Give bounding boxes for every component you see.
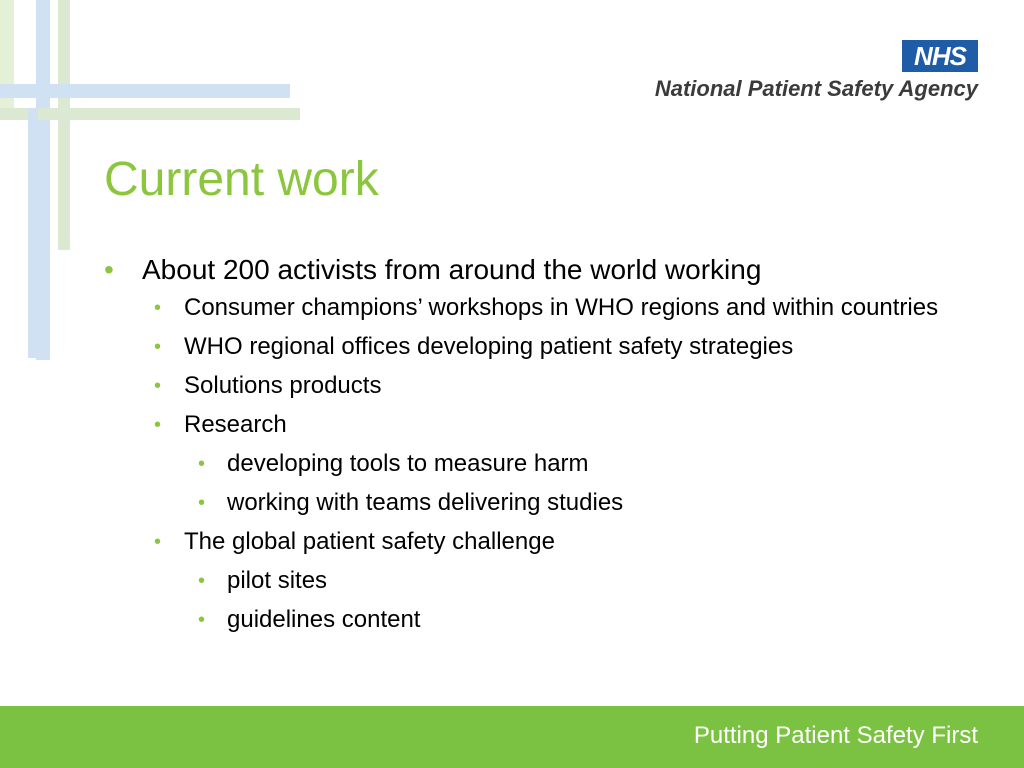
- bullet-item: [104, 565, 964, 597]
- bullet-text: Research: [184, 411, 287, 438]
- nhs-logo: [902, 40, 978, 72]
- bullet-dot-icon: •: [198, 609, 206, 631]
- bullet-text: About 200 activists from around the world working: [142, 254, 762, 285]
- decorative-bar: [0, 0, 14, 120]
- decorative-bar: [28, 108, 38, 358]
- bullet-text: developing tools to measure harm: [227, 450, 589, 477]
- decorative-bar: [36, 0, 50, 360]
- decorative-bar: [0, 84, 290, 98]
- bullet-item: [104, 370, 964, 402]
- bullet-dot-icon: •: [154, 375, 162, 397]
- bullet-dot-icon: •: [104, 254, 114, 285]
- footer-bar: [0, 706, 1024, 768]
- bullet-item: [104, 604, 964, 636]
- bullet-dot-icon: •: [198, 570, 206, 592]
- bullet-dot-icon: •: [154, 336, 162, 358]
- bullet-item: [104, 292, 964, 324]
- bullet-list: [104, 248, 964, 643]
- bullet-text: guidelines content: [227, 606, 421, 633]
- nhs-logo-text: NHS: [914, 41, 966, 71]
- decorative-bar: [58, 0, 70, 250]
- bullet-text: pilot sites: [227, 567, 328, 594]
- bullet-dot-icon: •: [198, 453, 206, 475]
- agency-name: National Patient Safety Agency: [654, 76, 978, 101]
- bullet-dot-icon: •: [154, 297, 162, 319]
- bullet-item: [104, 487, 964, 519]
- bullet-item: [104, 409, 964, 441]
- bullet-dot-icon: •: [154, 414, 162, 436]
- bullet-dot-icon: •: [154, 531, 162, 553]
- bullet-item: [104, 526, 964, 558]
- bullet-text: Solutions products: [184, 372, 382, 399]
- bullet-text: Consumer champions’ workshops in WHO regions and within countries: [184, 294, 939, 321]
- bullet-text: WHO regional offices developing patient safety strategies: [184, 333, 794, 360]
- decorative-bar: [0, 108, 300, 120]
- bullet-item: [104, 248, 964, 292]
- bullet-dot-icon: •: [198, 492, 206, 514]
- bullet-item: [104, 448, 964, 480]
- bullet-item: [104, 331, 964, 363]
- bullet-text: The global patient safety challenge: [184, 528, 555, 555]
- slide-title: Current work: [104, 153, 379, 206]
- npsa-logo: [598, 40, 978, 102]
- bullet-text: working with teams delivering studies: [227, 489, 624, 516]
- footer-tagline: Putting Patient Safety First: [693, 722, 978, 749]
